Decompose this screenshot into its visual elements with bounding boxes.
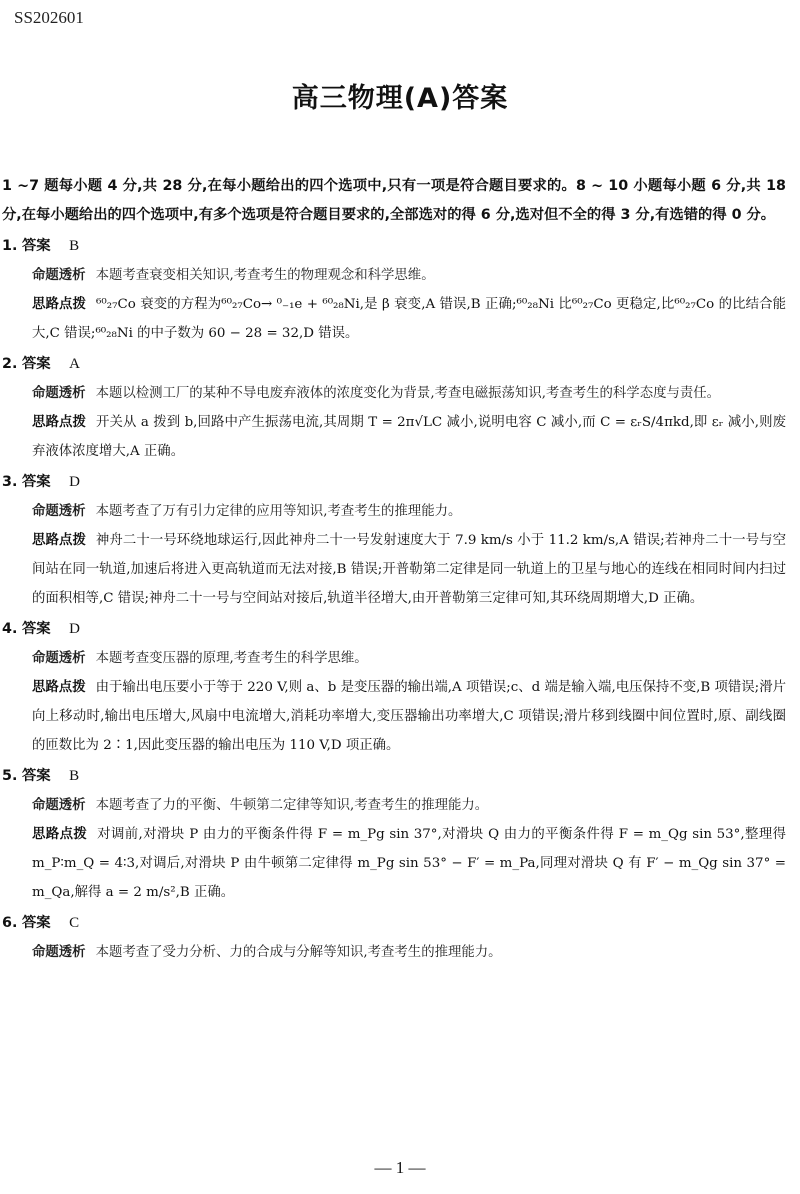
question-number: 4. [2,621,18,637]
hint-label: 思路点拨 [32,297,87,312]
analysis-text: 本题以检测工厂的某种不导电废弃液体的浓度变化为背景,考查电磁振荡知识,考查考生的科学态度与责任。 [95,386,721,401]
question-2-hint [2,408,786,466]
question-1-header [2,232,786,261]
scoring-instructions: 1 ~7 题每小题 4 分,共 28 分,在每小题给出的四个选项中,只有一项是符合题目要求的。8 ~ 10 小题每小题 6 分,共 18 分,在每小题给出的四个选项中,有多个选项是符合题目要求的,全部选对的得 6 分,选对但不全的得 3 分,有选错的得 0 分。 [2,178,786,223]
answer-choice: D [69,474,80,490]
analysis-label: 命题透析 [32,651,86,666]
question-number: 1. [2,238,18,254]
question-number: 5. [2,768,18,784]
analysis-text: 本题考查了受力分析、力的合成与分解等知识,考查考生的推理能力。 [95,945,502,960]
answer-label: 答案 [21,474,51,490]
analysis-label: 命题透析 [32,386,86,401]
hint-label: 思路点拨 [32,680,86,695]
question-2-header [2,350,786,379]
question-2-analysis [2,379,786,408]
question-3-hint [2,526,786,613]
hint-label: 思路点拨 [32,827,88,842]
analysis-text: 本题考查变压器的原理,考查考生的科学思维。 [95,651,368,666]
answer-label: 答案 [21,356,51,372]
analysis-label: 命题透析 [32,268,86,283]
paper-code: SS202601 [14,8,84,27]
answer-label: 答案 [21,768,51,784]
answer-label: 答案 [21,915,51,931]
question-number: 2. [2,356,18,372]
analysis-text: 本题考查衰变相关知识,考查考生的物理观念和科学思维。 [95,268,435,283]
analysis-text: 本题考查了万有引力定律的应用等知识,考查考生的推理能力。 [95,504,462,519]
answer-choice: B [69,238,80,254]
hint-text: 开关从 a 拨到 b,回路中产生振荡电流,其周期 T = 2π√LC 减小,说明电容 C 减小,而 C = εᵣS/4πkd,即 εᵣ 减小,则废弃液体浓度增大,A 正确。 [32,415,787,459]
answer-choice: D [69,621,80,637]
question-5-hint [2,820,786,907]
question-6-analysis [2,938,786,967]
hint-text: 由于输出电压要小于等于 220 V,则 a、b 是变压器的输出端,A 项错误;c、d 端是输入端,电压保持不变,B 项错误;滑片向上移动时,输出电压增大,风扇中电流增大,消耗功率增大,变压器输出功率增大,C 项错误;滑片移到线圈中间位置时,原、副线圈的匝数比为 2∶1,因此变压器的输出电压为 110 V,D 项正确。 [32,680,786,753]
answer-label: 答案 [21,238,51,254]
question-1-analysis [2,261,786,290]
hint-label: 思路点拨 [32,415,87,430]
question-number: 6. [2,915,18,931]
analysis-label: 命题透析 [32,504,86,519]
question-1-hint [2,290,786,348]
analysis-text: 本题考查了力的平衡、牛顿第二定律等知识,考查考生的推理能力。 [95,798,489,813]
analysis-label: 命题透析 [32,798,86,813]
question-4-hint [2,673,786,760]
analysis-label: 命题透析 [32,945,86,960]
question-6-header [2,909,786,938]
question-3-analysis [2,497,786,526]
question-5-analysis [2,791,786,820]
hint-label: 思路点拨 [32,533,86,548]
question-4-analysis [2,644,786,673]
hint-text: 神舟二十一号环绕地球运行,因此神舟二十一号发射速度大于 7.9 km/s 小于 11.2 km/s,A 错误;若神舟二十一号与空间站在同一轨道,加速后将进入更高轨道而无法对接,B 错误;开普勒第二定律是同一轨道上的卫星与地心的连线在相同时间内扫过的面积相等,C 错误;神舟二十一号与空间站对接后,轨道半径增大,由开普勒第三定律可知,其环绕周期增大,D 正确。 [32,533,786,606]
hint-text: ⁶⁰₂₇Co 衰变的方程为⁶⁰₂₇Co→ ⁰₋₁e + ⁶⁰₂₈Ni,是 β 衰变,A 错误,B 正确;⁶⁰₂₈Ni 比⁶⁰₂₇Co 更稳定,比⁶⁰₂₇Co 的比结合能大,C 错误;⁶⁰₂₈Ni 的中子数为 60 − 28 = 32,D 错误。 [32,297,787,341]
question-number: 3. [2,474,18,490]
answer-choice: B [69,768,80,784]
answer-choice: C [69,915,80,931]
page-title: 高三物理(A)答案 [291,83,509,114]
answer-content [2,172,786,967]
question-5-header [2,762,786,791]
question-4-header [2,615,786,644]
question-3-header [2,468,786,497]
hint-text: 对调前,对滑块 P 由力的平衡条件得 F = m_Pg sin 37°,对滑块 Q 由力的平衡条件得 F = m_Qg sin 53°,整理得 m_P∶m_Q = 4∶3,对调后,对滑块 P 由牛顿第二定律得 m_Pg sin 53° − F′ = m_Pa,同理对滑块 Q 有 F′ − m_Qg sin 37° = m_Qa,解得 a = 2 m/s²,B 正确。 [32,827,787,900]
answer-label: 答案 [21,621,51,637]
answer-choice: A [69,356,80,372]
page-number: — 1 — [374,1158,426,1177]
